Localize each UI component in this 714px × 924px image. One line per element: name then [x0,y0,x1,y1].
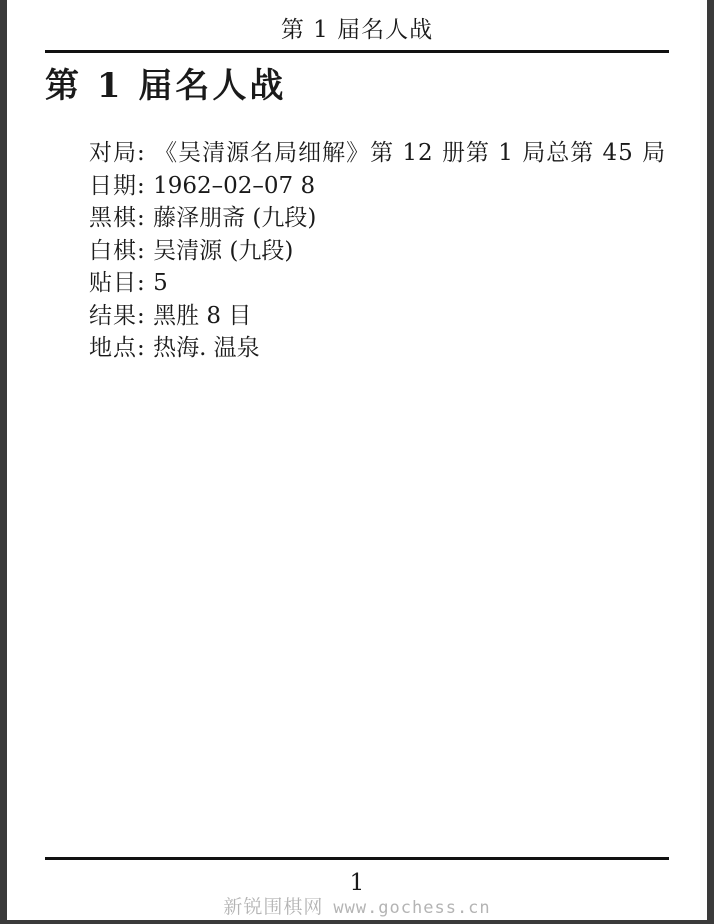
location-line [45,332,669,365]
location-value: 热海. 温泉 [153,335,260,361]
komi-value: 5 [153,270,168,296]
result-value: 黑胜 8 目 [153,302,252,329]
komi-label: 贴目: [89,270,146,296]
match-label: 对局: [89,140,146,166]
match-value: 《吴清源名局细解》第 12 册第 1 局总第 45 局 [154,140,667,166]
page-title: 第 1 届名人战 [45,66,287,106]
header-rule [45,50,669,53]
location-label: 地点: [89,335,146,361]
running-header: 第 1 届名人战 [280,17,434,43]
game-info [45,137,669,365]
footer-rule [45,857,669,860]
watermark-url: www.gochess.cn [333,898,491,918]
black-player-value: 藤泽朋斋 (九段) [153,205,317,231]
black-player-line [45,202,669,235]
date-value: 1962–02–07 8 [153,172,316,199]
komi-line [45,267,669,300]
black-player-label: 黑棋: [89,205,146,231]
white-player-label: 白棋: [89,237,146,264]
match-source-line [45,137,669,170]
white-player-value: 吴清源 (九段) [153,237,294,264]
watermark-site-name: 新锐围棋网 [223,896,324,918]
page-number: 1 [349,870,365,896]
result-label: 结果: [89,302,146,329]
date-label: 日期: [89,172,146,199]
watermark [120,893,594,922]
white-player-line [45,235,669,268]
date-line [45,170,669,203]
result-line [45,300,669,333]
